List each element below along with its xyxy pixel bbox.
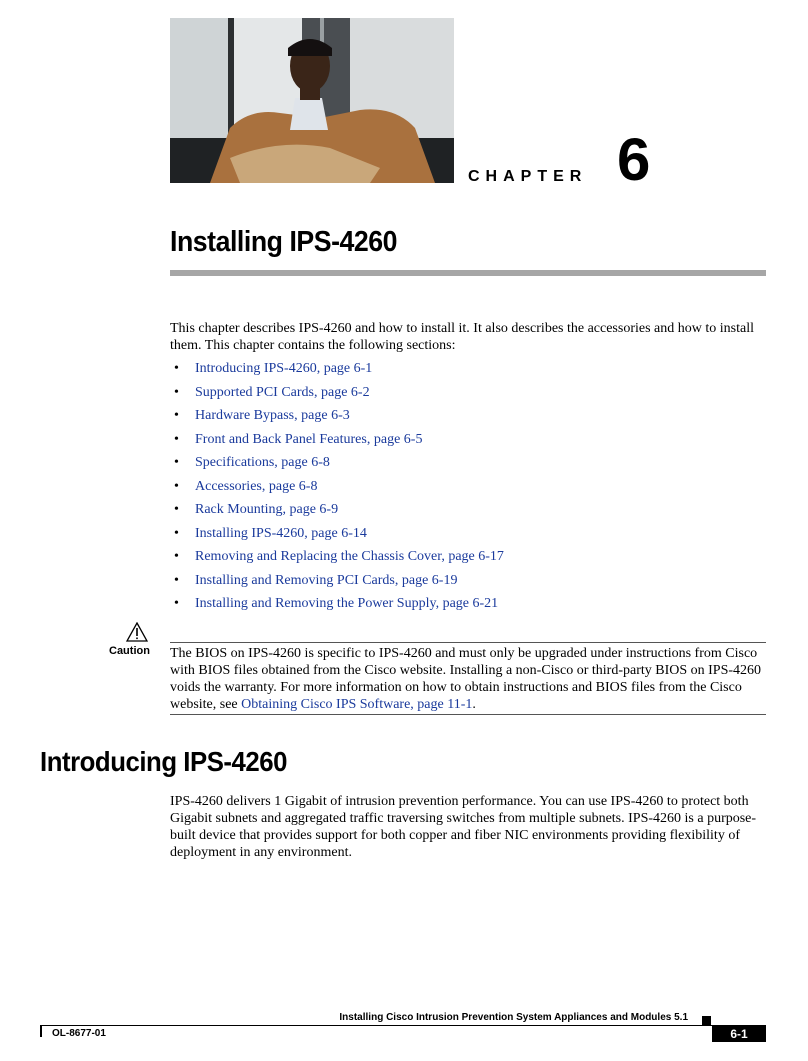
bullet: • — [174, 525, 179, 541]
caution-text-before: The BIOS on IPS-4260 is specific to IPS-4260 and must only be upgraded under instructions from Cisco with BIOS files obtained from the Cisco website. Installing a non-Cisco or third-party BIOS on IPS-4260 voids the warranty. For more information on how to obtain instructions and BIOS files from the Cisco website, see — [170, 646, 762, 712]
footer-doc-number: OL-8677-01 — [52, 1028, 106, 1039]
list-item — [170, 407, 766, 431]
toc-link[interactable]: Accessories, page 6-8 — [195, 478, 318, 494]
bullet: • — [174, 549, 179, 564]
bullet: • — [174, 572, 179, 588]
caution-rule-top — [170, 642, 766, 643]
bullet: • — [174, 431, 179, 447]
toc-link[interactable]: Supported PCI Cards, page 6-2 — [195, 384, 370, 400]
toc-link[interactable]: Removing and Replacing the Chassis Cover, page 6-17 — [195, 549, 504, 564]
list-item — [170, 501, 766, 525]
bullet: • — [174, 384, 179, 400]
footer-page-number: 6-1 — [712, 1026, 766, 1042]
section-title: Introducing IPS-4260 — [40, 746, 288, 777]
chapter-number: 6 — [617, 126, 651, 193]
caution-rule-bottom — [170, 714, 766, 715]
section-list — [170, 360, 766, 619]
toc-link[interactable]: Installing IPS-4260, page 6-14 — [195, 525, 367, 541]
section-body: IPS-4260 delivers 1 Gigabit of intrusion prevention performance. You can use IPS-4260 to protect both Gigabit subnets and aggregated traffic traversing switches from multiple subnets. IPS-4260 is a purpose-built device that provides support for both copper and fiber NIC environments providing flexibility of deployment in any environment. — [170, 794, 757, 860]
list-item — [170, 454, 766, 478]
list-item — [170, 478, 766, 502]
toc-link[interactable]: Introducing IPS-4260, page 6-1 — [195, 361, 373, 376]
caution-icon — [126, 622, 148, 642]
list-item — [170, 595, 766, 619]
footer-book-title: Installing Cisco Intrusion Prevention System Appliances and Modules 5.1 — [339, 1012, 688, 1023]
toc-link[interactable]: Installing and Removing PCI Cards, page 6-19 — [195, 572, 458, 588]
list-item — [170, 360, 766, 384]
list-item — [170, 431, 766, 455]
caution-text — [170, 645, 766, 713]
caution-text-after: . — [472, 697, 476, 712]
list-item — [170, 548, 766, 572]
bullet: • — [174, 455, 179, 470]
toc-link[interactable]: Installing and Removing the Power Supply, page 6-21 — [195, 596, 499, 611]
title-rule — [170, 270, 766, 276]
chapter-photo — [170, 18, 454, 183]
caution-link[interactable]: Obtaining Cisco IPS Software, page 11-1 — [241, 697, 473, 712]
footer-rule — [40, 1025, 766, 1026]
intro-paragraph: This chapter describes IPS-4260 and how to install it. It also describes the accessories and how to install them. This chapter contains the following sections: — [170, 321, 754, 353]
toc-link[interactable]: Hardware Bypass, page 6-3 — [195, 408, 350, 423]
bullet: • — [174, 408, 179, 423]
toc-link[interactable]: Specifications, page 6-8 — [195, 455, 330, 470]
bullet: • — [174, 502, 179, 517]
bullet: • — [174, 361, 179, 376]
chapter-label: CHAPTER — [468, 168, 588, 185]
footer-square — [702, 1016, 711, 1025]
list-item — [170, 572, 766, 596]
list-item — [170, 384, 766, 408]
toc-link[interactable]: Front and Back Panel Features, page 6-5 — [195, 431, 423, 447]
list-item — [170, 525, 766, 549]
footer-tick — [40, 1025, 42, 1037]
bullet: • — [174, 478, 179, 494]
bullet: • — [174, 596, 179, 611]
chapter-title: Installing IPS-4260 — [170, 226, 398, 258]
caution-label: Caution — [109, 645, 150, 657]
toc-link[interactable]: Rack Mounting, page 6-9 — [195, 502, 339, 517]
